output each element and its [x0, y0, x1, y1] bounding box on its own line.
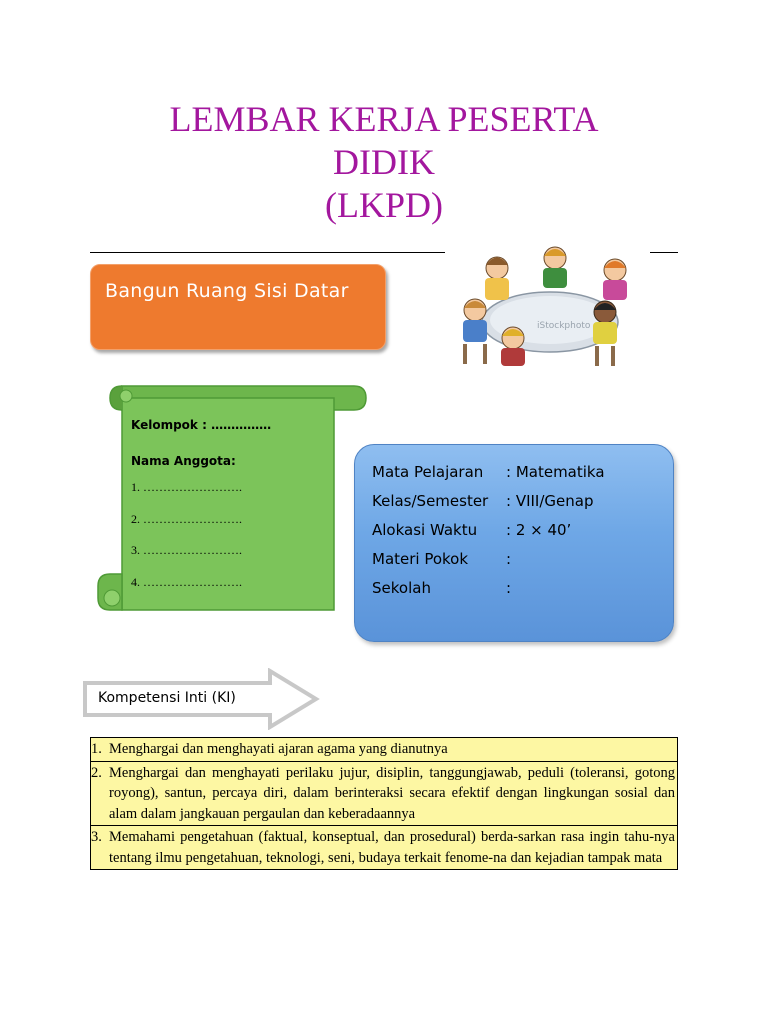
- info-label: Mata Pelajaran: [372, 463, 484, 481]
- ki-text: Menghargai dan menghayati ajaran agama yang dianutnya: [109, 741, 448, 757]
- info-value: : Matematika: [506, 463, 605, 481]
- topic-label: Bangun Ruang Sisi Datar: [105, 280, 349, 302]
- title-line-3: (LKPD): [325, 185, 443, 225]
- info-label: Sekolah: [372, 579, 431, 597]
- document-title: [0, 98, 768, 227]
- ki-text: Memahami pengetahuan (faktual, konseptual, dan prosedural) berda-sarkan rasa ingin tahu-nya tentang ilmu pengetahuan, teknologi, seni, budaya terkait fenome-na dan kejadian tampak mata: [109, 829, 675, 866]
- info-value: :: [506, 550, 512, 568]
- ki-number: 2.: [91, 764, 102, 781]
- info-label: Kelas/Semester: [372, 492, 489, 510]
- info-value: :: [506, 579, 512, 597]
- info-label: Materi Pokok: [372, 550, 469, 568]
- info-row-kelas-semester: [372, 492, 593, 510]
- ki-text: Menghargai dan menghayati perilaku jujur, disiplin, tanggungjawab, peduli (toleransi, gotong royong), santun, percaya diri, dalam berinteraksi secara efektif dengan lingkungan sosial dan alam dalam jangkauan pergaulan dan keberadaannya: [109, 764, 675, 822]
- title-line-1: LEMBAR KERJA PESERTA: [169, 99, 599, 139]
- title-line-2: DIDIK: [333, 142, 435, 182]
- table-row: [91, 826, 678, 870]
- ki-heading: Kompetensi Inti (KI): [98, 690, 236, 706]
- ki-cell: [91, 738, 678, 762]
- title-underline: [90, 252, 445, 253]
- member-line-2: 2. …………………….: [131, 512, 242, 526]
- info-value: : VIII/Genap: [506, 492, 594, 510]
- ki-number: 3.: [91, 829, 102, 845]
- ki-table: [90, 737, 678, 870]
- info-row-alokasi-waktu: [372, 521, 571, 539]
- ki-number: 1.: [91, 741, 102, 757]
- kelompok-label-text: Kelompok: [131, 418, 198, 432]
- info-row-mata-pelajaran: [372, 463, 605, 481]
- kelompok-value: ……………: [211, 418, 272, 432]
- topic-banner: [90, 264, 386, 350]
- info-value: : 2 × 40’: [506, 521, 572, 539]
- kelompok-separator: :: [202, 418, 207, 432]
- ki-cell: [91, 826, 678, 870]
- member-line-4: 4. …………………….: [131, 575, 242, 589]
- member-line-3: 3. …………………….: [131, 543, 242, 557]
- children-round-table-illustration: [455, 240, 640, 375]
- watermark-text: iStockphoto: [537, 321, 591, 331]
- ki-cell: [91, 761, 678, 826]
- title-underline-right: [650, 252, 678, 253]
- info-label: Alokasi Waktu: [372, 521, 478, 539]
- kelompok-label: [131, 418, 271, 432]
- subject-info-box: [354, 444, 674, 642]
- member-line-1: 1. …………………….: [131, 480, 242, 494]
- table-row: [91, 738, 678, 762]
- nama-anggota-label: Nama Anggota:: [131, 454, 236, 468]
- info-row-sekolah: [372, 579, 511, 597]
- info-row-materi-pokok: [372, 550, 511, 568]
- table-row: [91, 761, 678, 826]
